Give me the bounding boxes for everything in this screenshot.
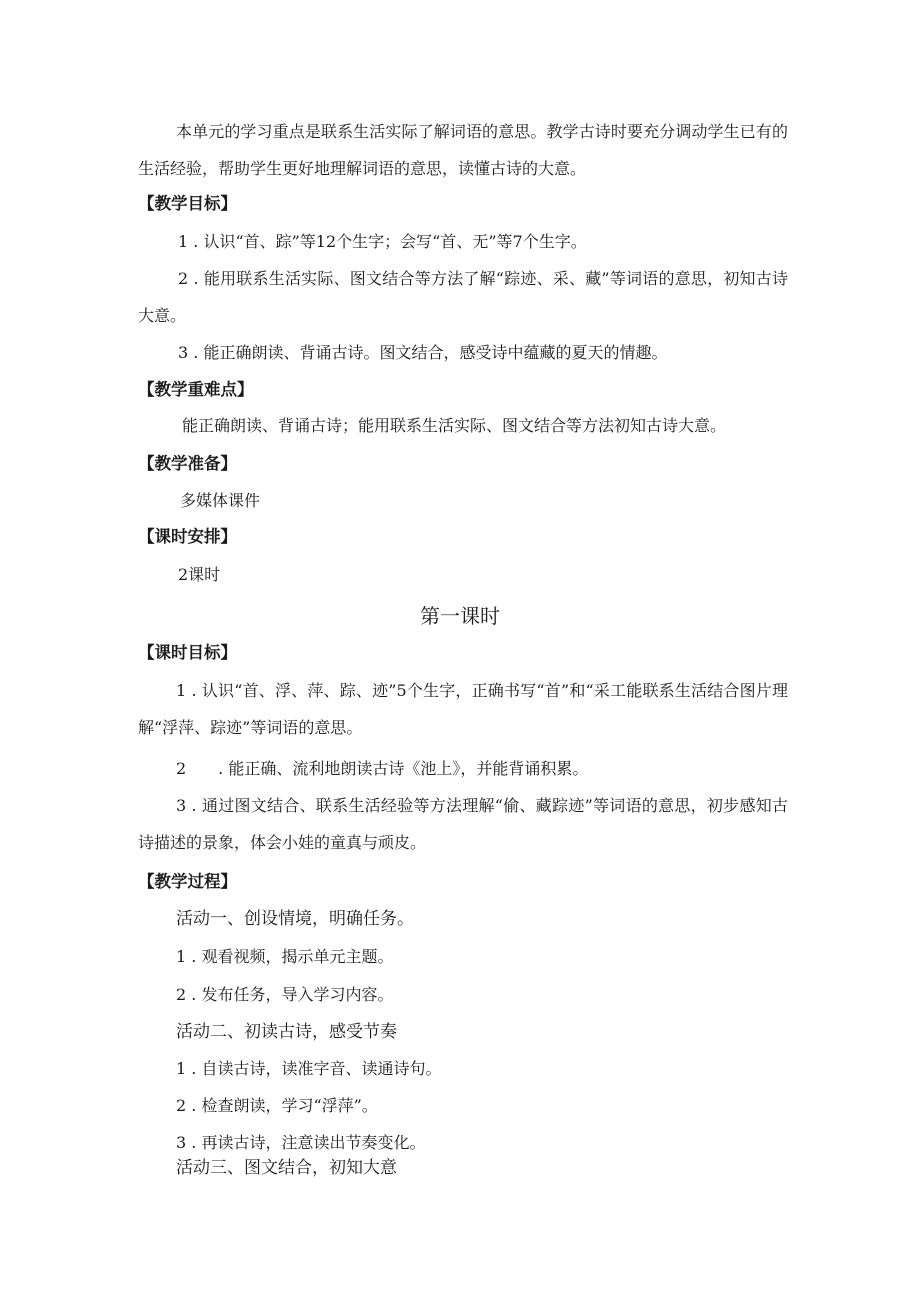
teaching-goals-heading: 【教学目标】 <box>138 194 237 213</box>
activity-step: 3 . 再读古诗，注意读出节奏变化。 <box>176 1133 426 1152</box>
preparation-text: 多媒体课件 <box>180 491 261 510</box>
lesson-goal-item: 3 . 通过图文结合、联系生活经验等方法理解“偷、藏踪迹”等词语的意思，初步感知古诗描述的景象，体会小娃的童真与顽皮。 <box>138 796 788 852</box>
teaching-goal-item: 1 . 认识“首、踪”等12个生字；会写“首、无”等7个生字。 <box>178 232 587 251</box>
activity-title: 活动一、创设情境，明确任务。 <box>176 909 414 929</box>
activity-title: 活动二、初读古诗，感受节奏 <box>176 1022 397 1042</box>
key-points-heading: 【教学重难点】 <box>138 380 254 399</box>
lesson-goal-item: 1 . 认识“首、浮、萍、踪、迹”5个生字，正确书写“首”和“采工能联系生活结合图片理解“浮萍、踪迹”等词语的意思。 <box>138 681 788 737</box>
intro-paragraph: 本单元的学习重点是联系生活实际了解词语的意思。教学古诗时要充分调动学生已有的生活经验，帮助学生更好地理解词语的意思，读懂古诗的大意。 <box>138 122 788 178</box>
schedule-heading: 【课时安排】 <box>138 527 237 546</box>
activity-step: 1 . 自读古诗，读准字音、读通诗句。 <box>176 1059 442 1078</box>
teaching-goal-item: 3 . 能正确朗读、背诵古诗。图文结合，感受诗中蕴藏的夏天的情趣。 <box>178 343 668 362</box>
activity-title: 活动三、图文结合，初知大意 <box>176 1158 397 1178</box>
lesson-title: 第一课时 <box>420 604 500 628</box>
activity-step: 1 . 观看视频，揭示单元主题。 <box>176 947 394 966</box>
process-heading: 【教学过程】 <box>138 872 237 891</box>
activity-step: 2 . 发布任务，导入学习内容。 <box>176 985 394 1004</box>
schedule-text: 2课时 <box>178 565 221 584</box>
lesson-goals-heading: 【课时目标】 <box>138 643 237 662</box>
preparation-heading: 【教学准备】 <box>138 454 237 473</box>
teaching-goal-item: 2 . 能用联系生活实际、图文结合等方法了解“踪迹、采、藏”等词语的意思，初知古诗大意。 <box>138 269 788 325</box>
activity-step: 2 . 检查朗读，学习“浮萍”。 <box>176 1096 378 1115</box>
key-points-text: 能正确朗读、背诵古诗；能用联系生活实际、图文结合等方法初知古诗大意。 <box>182 416 727 435</box>
lesson-goal-item: 2 . 能正确、流利地朗读古诗《池上》，并能背诵积累。 <box>176 759 589 778</box>
